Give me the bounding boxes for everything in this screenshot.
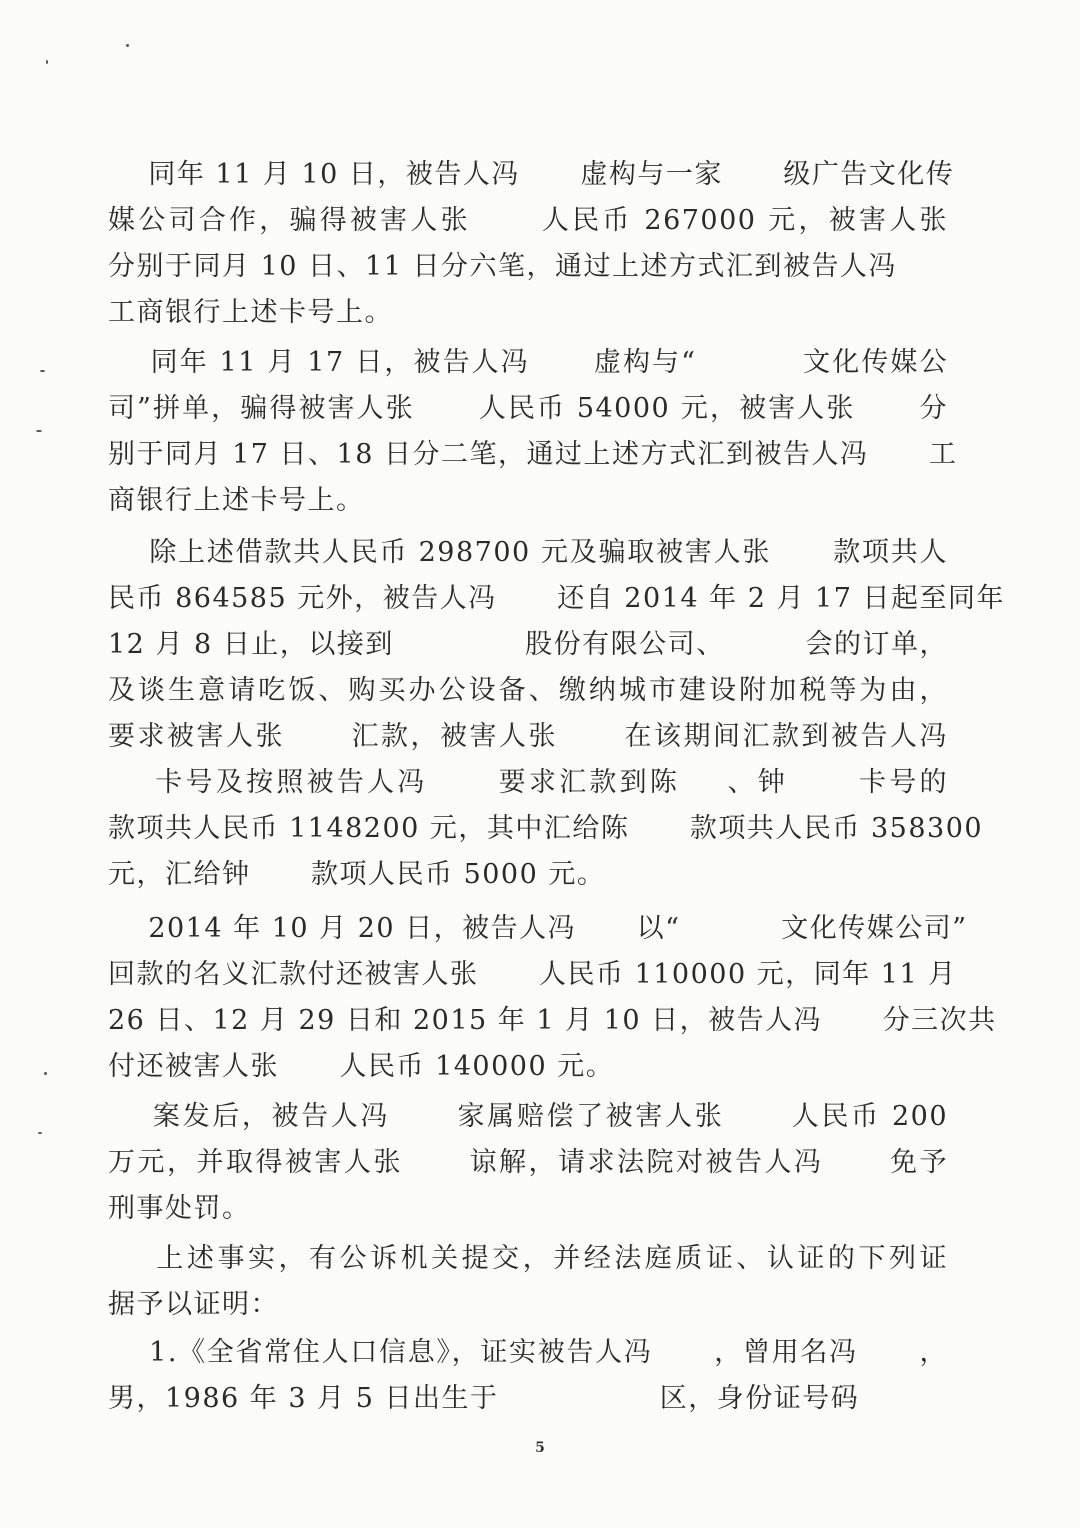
text-line: 刑事处罚。 <box>108 1193 251 1224</box>
text-line: 同年 11 月 10 日，被告人冯 虚构与一家 级广告文化传 <box>108 159 955 190</box>
paragraph-1 <box>108 152 955 336</box>
paragraph-2 <box>108 340 958 524</box>
text-line: 别于同月 17 日、18 日分二笔，通过上述方式汇到被告人冯 工 <box>108 439 958 470</box>
text-line: 26 日、12 月 29 日和 2015 年 1 月 10 日，被告人冯 分三次共 <box>108 1005 997 1036</box>
text-line: 商银行上述卡号上。 <box>108 485 365 516</box>
text-line: 1.《全省常住人口信息》，证实被告人冯 ，曾用名冯 ， <box>108 1337 948 1368</box>
scan-speck <box>44 1072 47 1075</box>
text-line: 款项共人民币 1148200 元，其中汇给陈 款项共人民币 358300 <box>108 813 984 844</box>
text-line: 工商银行上述卡号上。 <box>108 297 393 328</box>
scan-speck <box>46 60 48 64</box>
text-line: 12 月 8 日止，以接到 股份有限公司、 会的订单， <box>108 629 948 660</box>
paragraph-7 <box>108 1330 948 1422</box>
scan-speck <box>40 370 45 372</box>
text-line: 元，汇给钟 款项人民币 5000 元。 <box>108 859 606 890</box>
text-line: 据予以证明： <box>108 1289 279 1320</box>
text-line: 及谈生意请吃饭、购买办公设备、缴纳城市建设附加税等为由， <box>108 675 948 706</box>
paragraph-3 <box>108 530 1005 898</box>
text-line: 上述事实，有公诉机关提交，并经法庭质证、认证的下列证 <box>108 1243 948 1274</box>
text-line: 付还被害人张 人民币 140000 元。 <box>108 1051 615 1082</box>
text-line: 2014 年 10 月 20 日，被告人冯 以“ 文化传媒公司” <box>108 913 968 944</box>
paragraph-6 <box>108 1236 948 1328</box>
text-line: 案发后，被告人冯 家属赔偿了被害人张 人民币 200 <box>108 1101 948 1132</box>
page-number: 5 <box>535 1440 545 1456</box>
scan-speck <box>126 44 129 47</box>
text-line: 同年 11 月 17 日，被告人冯 虚构与“ 文化传媒公 <box>108 347 948 378</box>
scan-speck <box>38 1132 42 1134</box>
text-line: 分别于同月 10 日、11 日分六笔，通过上述方式汇到被告人冯 <box>108 251 897 282</box>
paragraph-5 <box>108 1094 948 1232</box>
text-line: 司”拼单，骗得被害人张 人民币 54000 元，被害人张 分 <box>108 393 948 424</box>
text-line: 男，1986 年 3 月 5 日出生于 区，身份证号码 <box>108 1383 860 1414</box>
paragraph-4 <box>108 906 997 1090</box>
text-line: 万元，并取得被害人张 谅解，请求法院对被告人冯 免予 <box>108 1147 948 1178</box>
text-line: 回款的名义汇款付还被害人张 人民币 110000 元，同年 11 月 <box>108 959 957 990</box>
text-line: 除上述借款共人民币 298700 元及骗取被害人张 款项共人 <box>108 537 948 568</box>
text-line: 要求被害人张 汇款，被害人张 在该期间汇款到被告人冯 <box>108 721 948 752</box>
text-line: 媒公司合作，骗得被害人张 人民币 267000 元，被害人张 <box>108 205 948 236</box>
scan-speck <box>36 430 42 432</box>
text-line: 民币 864585 元外，被告人冯 还自 2014 年 2 月 17 日起至同年 <box>108 583 1005 614</box>
text-line: 卡号及按照被告人冯 要求汇款到陈 、钟 卡号的 <box>108 767 948 798</box>
